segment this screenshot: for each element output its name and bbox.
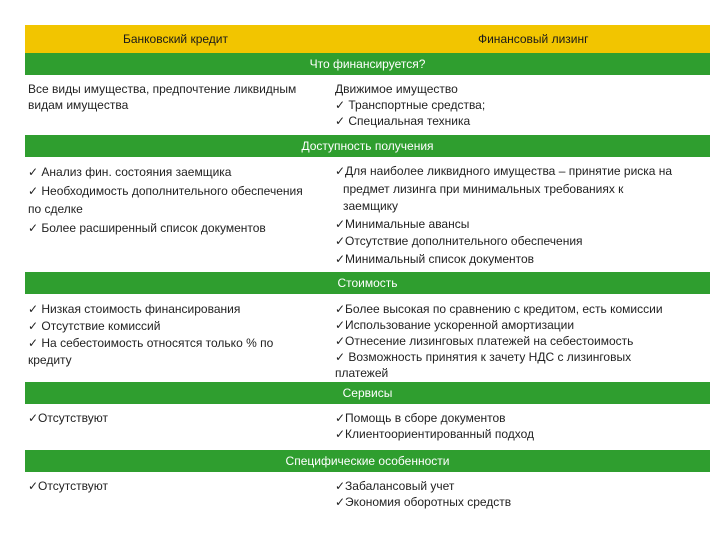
section-title-financed: Что финансируется? — [25, 53, 710, 75]
section-title-services: Сервисы — [25, 382, 710, 404]
leasing-cell — [333, 478, 710, 518]
cell-line: ✓Отсутствуют — [28, 411, 108, 425]
cell-line: заемщику — [343, 199, 399, 213]
leasing-cell — [333, 301, 710, 382]
leasing-cell — [333, 410, 710, 450]
bank-credit-cell — [25, 163, 333, 272]
cell-line: ✓Более высокая по сравнению с кредитом, есть комиссии — [335, 302, 663, 316]
cell-line: ✓Для наиболее ликвидного имущества – принятие риска на — [335, 164, 673, 178]
cell-line: ✓Помощь в сборе документов — [335, 411, 506, 425]
cell-line: ✓ Более расширенный список документов — [28, 220, 266, 235]
section-row-availability — [25, 157, 710, 272]
cell-line: предмет лизинга при минимальных требованиях к — [343, 181, 624, 196]
cell-line: ✓ Низкая стоимость финансирования — [28, 302, 241, 316]
cell-line: по сделке — [28, 202, 83, 216]
header-financial-leasing: Финансовый лизинг — [477, 32, 589, 46]
cell-line: кредиту — [28, 353, 72, 367]
cell-line: платежей — [335, 366, 389, 380]
section-row-cost — [25, 294, 710, 382]
bank-credit-cell — [25, 81, 333, 135]
section-row-services — [25, 404, 710, 450]
cell-line: ✓ Возможность принятия к зачету НДС с лизинговых — [335, 350, 632, 364]
section-row-specifics — [25, 472, 710, 518]
cell-line: ✓Использование ускоренной амортизации — [335, 318, 575, 332]
section-title-availability: Доступность получения — [25, 135, 710, 157]
bank-credit-cell — [25, 410, 333, 450]
cell-line: Все виды имущества, предпочтение ликвидным — [28, 82, 297, 96]
bank-credit-cell — [25, 301, 333, 382]
section-title-cost: Стоимость — [25, 272, 710, 294]
cell-line: ✓Минимальные авансы — [335, 216, 470, 231]
cell-line: ✓Минимальный список документов — [335, 251, 535, 266]
cell-line: ✓ Транспортные средства; — [335, 98, 486, 112]
cell-line: ✓Забалансовый учет — [335, 479, 455, 493]
cell-line: видам имущества — [28, 98, 129, 112]
cell-line: ✓Клиентоориентированный подход — [335, 427, 535, 441]
cell-line: ✓Экономия оборотных средств — [335, 495, 512, 509]
cell-line: ✓Отсутствуют — [28, 479, 108, 493]
section-title-specifics: Специфические особенности — [25, 450, 710, 472]
cell-line: Движимое имущество — [335, 82, 458, 96]
cell-line: ✓Отнесение лизинговых платежей на себестоимость — [335, 334, 634, 348]
cell-line: ✓ Специальная техника — [335, 114, 471, 128]
leasing-cell — [333, 163, 710, 272]
section-row-financed — [25, 75, 710, 135]
bank-credit-cell — [25, 478, 333, 518]
leasing-cell — [333, 81, 710, 135]
cell-line: ✓Отсутствие дополнительного обеспечения — [335, 234, 583, 248]
comparison-table — [25, 25, 710, 518]
header-bank-credit: Банковский кредит — [123, 32, 228, 46]
cell-line: ✓ Анализ фин. состояния заемщика — [28, 165, 232, 179]
cell-line: ✓ Отсутствие комиссий — [28, 319, 161, 333]
cell-line: ✓ Необходимость дополнительного обеспечения — [28, 183, 303, 198]
cell-line: ✓ На себестоимость относятся только % по — [28, 336, 274, 350]
header-row — [25, 25, 710, 53]
